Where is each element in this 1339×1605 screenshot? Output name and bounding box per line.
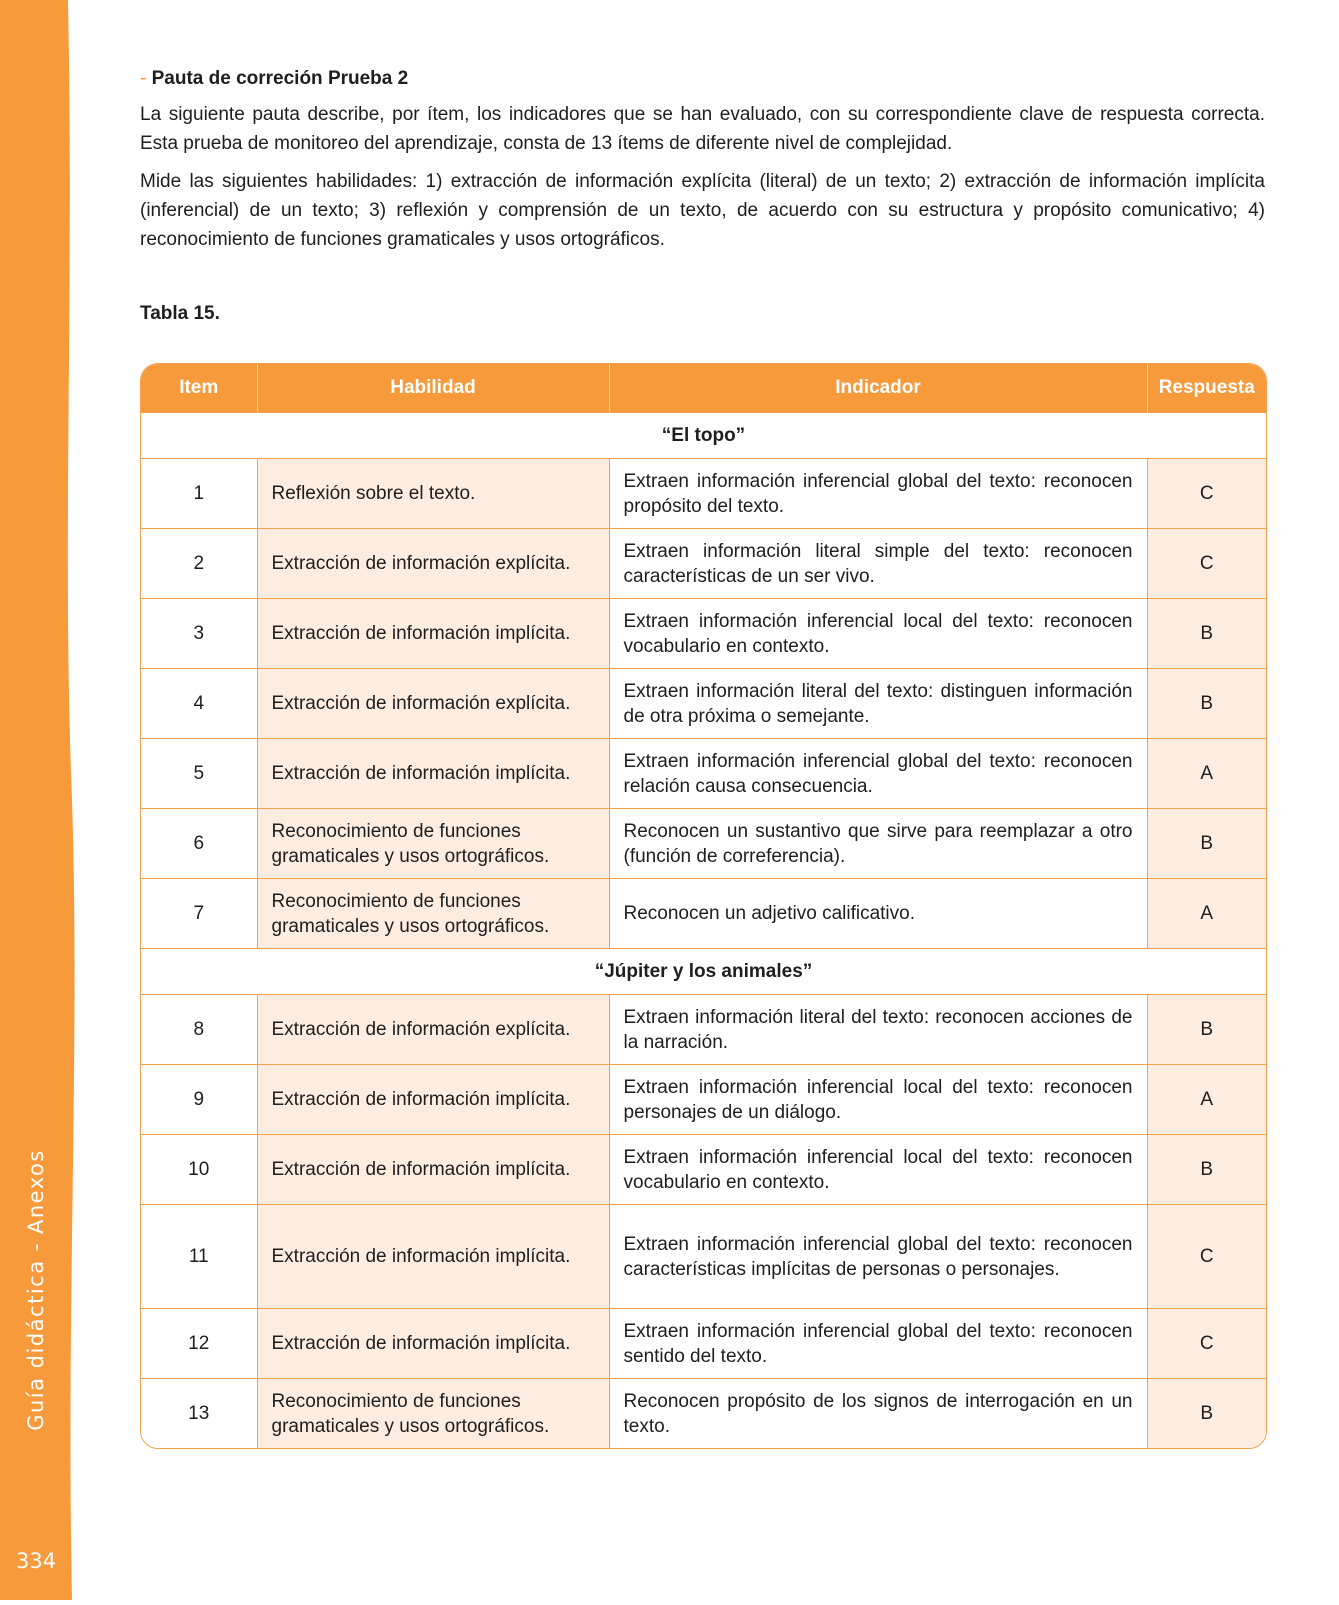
habilidad-cell: Reflexión sobre el texto. [257,459,609,529]
item-number: 4 [141,669,257,739]
page-number: 334 [16,1549,57,1573]
indicador-cell: Extraen información inferencial local del texto: reconocen vocabulario en contexto. [609,1135,1147,1205]
table-row [141,529,1266,599]
habilidad-cell: Extracción de información implícita. [257,1065,609,1135]
table-row [141,739,1266,809]
respuesta-cell: C [1147,529,1266,599]
item-number: 11 [141,1205,257,1309]
indicador-cell: Extraen información inferencial global del texto: reconocen sentido del texto. [609,1309,1147,1379]
table-row [141,1309,1266,1379]
section-title: “El topo” [141,413,1266,459]
habilidad-cell: Extracción de información implícita. [257,1205,609,1309]
section-row [141,413,1266,459]
section-row [141,949,1266,995]
habilidad-cell: Extracción de información implícita. [257,599,609,669]
respuesta-cell: A [1147,1065,1266,1135]
indicador-cell: Extraen información literal del texto: reconocen acciones de la narración. [609,995,1147,1065]
respuesta-cell: B [1147,1135,1266,1205]
indicador-cell: Reconocen propósito de los signos de interrogación en un texto. [609,1379,1147,1449]
heading-dash: - [140,68,147,89]
habilidad-cell: Extracción de información implícita. [257,739,609,809]
sidebar [0,0,86,1600]
item-number: 7 [141,879,257,949]
item-number: 8 [141,995,257,1065]
indicador-cell: Extraen información inferencial local del texto: reconocen vocabulario en contexto. [609,599,1147,669]
header-indicador: Indicador [609,364,1147,413]
table-row [141,879,1266,949]
respuesta-cell: A [1147,879,1266,949]
indicador-cell: Reconocen un adjetivo calificativo. [609,879,1147,949]
indicador-cell: Extraen información inferencial global del texto: reconocen relación causa consecuencia. [609,739,1147,809]
header-habilidad: Habilidad [257,364,609,413]
item-number: 10 [141,1135,257,1205]
item-number: 13 [141,1379,257,1449]
table-row [141,995,1266,1065]
indicador-cell: Reconocen un sustantivo que sirve para reemplazar a otro (función de correferencia). [609,809,1147,879]
item-number: 1 [141,459,257,529]
habilidad-cell: Reconocimiento de funciones gramaticales y usos ortográficos. [257,1379,609,1449]
table-row [141,1135,1266,1205]
table-row [141,1065,1266,1135]
header-respuesta: Respuesta [1147,364,1266,413]
section-title: “Júpiter y los animales” [141,949,1266,995]
respuesta-cell: C [1147,459,1266,529]
table-row [141,1379,1266,1449]
item-number: 6 [141,809,257,879]
respuesta-cell: C [1147,1205,1266,1309]
respuesta-cell: B [1147,995,1266,1065]
indicador-cell: Extraen información literal simple del texto: reconocen características de un ser vivo. [609,529,1147,599]
respuesta-cell: B [1147,669,1266,739]
habilidad-cell: Reconocimiento de funciones gramaticales y usos ortográficos. [257,809,609,879]
paragraph: Mide las siguientes habilidades: 1) extracción de información explícita (literal) de un texto; 2) extracción de información implícita (inferencial) de un texto; 3) reflexión y comprensión de un texto, de acuerdo con su estructura y propósito comunicativo; 4) reconocimiento de funciones gramaticales y usos ortográficos. [140,171,1265,250]
habilidad-cell: Extracción de información explícita. [257,669,609,739]
item-number: 9 [141,1065,257,1135]
table-row [141,599,1266,669]
respuesta-cell: A [1147,739,1266,809]
item-number: 12 [141,1309,257,1379]
respuesta-cell: C [1147,1309,1266,1379]
section-heading [140,68,1265,90]
table-header-row [141,364,1266,413]
heading-title: Pauta de correción Prueba 2 [151,68,409,89]
table-row [141,1205,1266,1309]
indicador-cell: Extraen información inferencial local del texto: reconocen personajes de un diálogo. [609,1065,1147,1135]
sidebar-label: Guía didáctica - Anexos [24,1149,48,1431]
respuesta-cell: B [1147,1379,1266,1449]
habilidad-cell: Extracción de información implícita. [257,1309,609,1379]
respuesta-cell: B [1147,599,1266,669]
habilidad-cell: Extracción de información explícita. [257,995,609,1065]
table-row [141,459,1266,529]
table-row [141,669,1266,739]
habilidad-cell: Extracción de información explícita. [257,529,609,599]
header-item: Item [141,364,257,413]
indicador-cell: Extraen información inferencial global del texto: reconocen propósito del texto. [609,459,1147,529]
habilidad-cell: Extracción de información implícita. [257,1135,609,1205]
paragraph: La siguiente pauta describe, por ítem, los indicadores que se han evaluado, con su correspondiente clave de respuesta correcta. Esta prueba de monitoreo del aprendizaje, consta de 13 ítems de diferente nivel de complejidad. [140,104,1265,154]
indicador-cell: Extraen información literal del texto: distinguen información de otra próxima o semejante. [609,669,1147,739]
item-number: 3 [141,599,257,669]
item-number: 5 [141,739,257,809]
indicador-cell: Extraen información inferencial global del texto: reconocen características implícitas de personas o personajes. [609,1205,1147,1309]
table-label: Tabla 15. [140,303,220,324]
habilidad-cell: Reconocimiento de funciones gramaticales y usos ortográficos. [257,879,609,949]
correction-table [140,363,1267,1449]
main-content [140,68,1265,1437]
respuesta-cell: B [1147,809,1266,879]
item-number: 2 [141,529,257,599]
table-row [141,809,1266,879]
